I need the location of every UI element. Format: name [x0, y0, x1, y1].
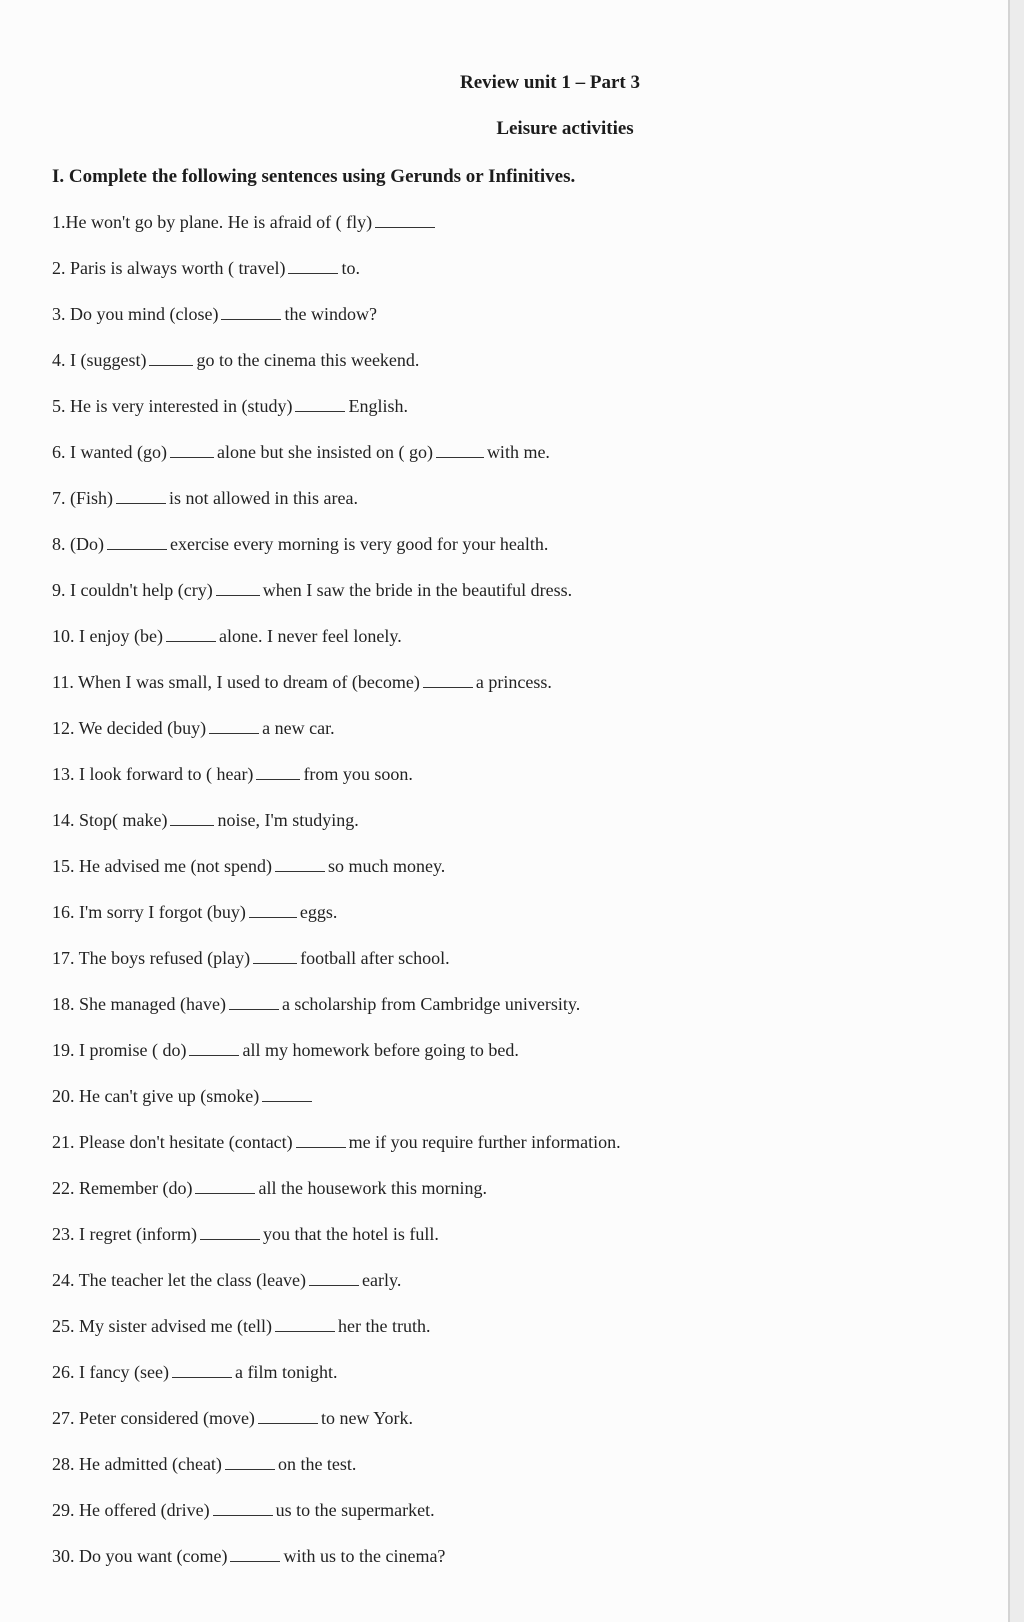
question-text-after: on the test.	[277, 1454, 357, 1474]
question-item	[52, 207, 621, 253]
answer-blank[interactable]	[166, 623, 216, 642]
question-text-after: the window?	[284, 304, 377, 324]
question-text-after: is not allowed in this area.	[169, 488, 358, 508]
answer-blank[interactable]	[225, 1451, 275, 1470]
question-item	[52, 851, 621, 897]
answer-blank[interactable]	[229, 991, 279, 1010]
question-text-after: us to the supermarket.	[275, 1500, 435, 1520]
question-text-after: a new car.	[262, 718, 335, 738]
answer-blank[interactable]	[189, 1037, 239, 1056]
question-text-after: all the housework this morning.	[258, 1178, 487, 1198]
question-item	[52, 253, 621, 299]
question-item	[52, 391, 621, 437]
question-text-after: you that the hotel is full.	[262, 1224, 439, 1244]
question-text: 21. Please don't hesitate (contact)	[52, 1132, 293, 1152]
worksheet-title: Review unit 1 – Part 3	[460, 72, 640, 93]
question-text-after: with me.	[486, 442, 550, 462]
answer-blank[interactable]	[230, 1543, 280, 1562]
answer-blank[interactable]	[275, 1313, 335, 1332]
answer-blank[interactable]	[275, 853, 325, 872]
question-text: 22. Remember (do)	[52, 1178, 193, 1198]
question-text: 9. I couldn't help (cry)	[52, 580, 213, 600]
question-text-after: to new York.	[320, 1408, 413, 1428]
answer-blank[interactable]	[200, 1221, 260, 1240]
question-item	[52, 1403, 621, 1449]
question-text: 19. I promise ( do)	[52, 1040, 187, 1060]
answer-blank[interactable]	[209, 715, 259, 734]
answer-blank[interactable]	[262, 1083, 312, 1102]
question-text: 26. I fancy (see)	[52, 1362, 169, 1382]
question-text: 6. I wanted (go)	[52, 442, 167, 462]
answer-blank[interactable]	[256, 761, 300, 780]
answer-blank[interactable]	[375, 209, 435, 228]
question-item	[52, 1541, 621, 1587]
answer-blank[interactable]	[149, 347, 193, 366]
question-text-after: with us to the cinema?	[283, 1546, 446, 1566]
question-item	[52, 713, 621, 759]
question-item	[52, 437, 621, 483]
question-item	[52, 805, 621, 851]
answer-blank[interactable]	[249, 899, 297, 918]
question-item	[52, 1035, 621, 1081]
question-text-after: a princess.	[475, 672, 552, 692]
question-text: 27. Peter considered (move)	[52, 1408, 255, 1428]
answer-blank[interactable]	[253, 945, 297, 964]
question-text-after: when I saw the bride in the beautiful dress.	[262, 580, 573, 600]
page-edge	[1010, 0, 1024, 1622]
answer-blank[interactable]	[170, 439, 214, 458]
answer-blank[interactable]	[195, 1175, 255, 1194]
exercise-instruction: I. Complete the following sentences using Gerunds or Infinitives.	[52, 166, 576, 187]
question-item	[52, 621, 621, 667]
answer-blank[interactable]	[423, 669, 473, 688]
question-text-after: English.	[348, 396, 408, 416]
question-text: 29. He offered (drive)	[52, 1500, 210, 1520]
question-text-after: eggs.	[299, 902, 338, 922]
question-text: 20. He can't give up (smoke)	[52, 1086, 260, 1106]
question-item	[52, 345, 621, 391]
question-text: 4. I (suggest)	[52, 350, 147, 370]
question-text: 16. I'm sorry I forgot (buy)	[52, 902, 246, 922]
question-text-after: from you soon.	[303, 764, 413, 784]
question-text: 23. I regret (inform)	[52, 1224, 197, 1244]
question-text: 18. She managed (have)	[52, 994, 226, 1014]
question-text-after: exercise every morning is very good for your health.	[170, 534, 549, 554]
question-text-after: football after school.	[300, 948, 450, 968]
question-text: 3. Do you mind (close)	[52, 304, 219, 324]
question-text: 24. The teacher let the class (leave)	[52, 1270, 307, 1290]
question-item	[52, 1311, 621, 1357]
question-text-after: so much money.	[327, 856, 446, 876]
question-list	[52, 207, 621, 1587]
question-text: 13. I look forward to ( hear)	[52, 764, 254, 784]
question-text: 12. We decided (buy)	[52, 718, 207, 738]
question-text: 14. Stop( make)	[52, 810, 168, 830]
question-text: 10. I enjoy (be)	[52, 626, 163, 646]
worksheet-subtitle: Leisure activities	[496, 118, 634, 139]
question-text-after: her the truth.	[337, 1316, 431, 1336]
answer-blank[interactable]	[295, 393, 345, 412]
answer-blank[interactable]	[288, 255, 338, 274]
answer-blank[interactable]	[258, 1405, 318, 1424]
question-text: 2. Paris is always worth ( travel)	[52, 258, 286, 278]
answer-blank[interactable]	[172, 1359, 232, 1378]
answer-blank[interactable]	[296, 1129, 346, 1148]
question-text-after: a scholarship from Cambridge university.	[281, 994, 581, 1014]
answer-blank[interactable]	[309, 1267, 359, 1286]
answer-blank[interactable]	[216, 577, 260, 596]
question-item	[52, 1495, 621, 1541]
question-item	[52, 1219, 621, 1265]
question-text: 15. He advised me (not spend)	[52, 856, 272, 876]
question-item	[52, 483, 621, 529]
question-text: 8. (Do)	[52, 534, 104, 554]
question-item	[52, 299, 621, 345]
question-text: 1.He won't go by plane. He is afraid of ( fly)	[52, 212, 373, 232]
question-item	[52, 759, 621, 805]
answer-blank[interactable]	[221, 301, 281, 320]
question-text-after: alone. I never feel lonely.	[218, 626, 402, 646]
question-item	[52, 1127, 621, 1173]
question-item	[52, 575, 621, 621]
question-text-after: a film tonight.	[234, 1362, 338, 1382]
answer-blank[interactable]	[436, 439, 484, 458]
question-item	[52, 943, 621, 989]
question-item	[52, 897, 621, 943]
answer-blank[interactable]	[116, 485, 166, 504]
question-item	[52, 1357, 621, 1403]
question-text: 7. (Fish)	[52, 488, 114, 508]
answer-blank[interactable]	[213, 1497, 273, 1516]
question-text-after: early.	[362, 1270, 402, 1290]
question-item	[52, 1081, 621, 1127]
question-text: 11. When I was small, I used to dream of (become)	[52, 672, 420, 692]
question-text-after: to.	[341, 258, 360, 278]
question-item	[52, 1449, 621, 1495]
question-text: 17. The boys refused (play)	[52, 948, 251, 968]
question-text-after: go to the cinema this weekend.	[196, 350, 420, 370]
question-text: 30. Do you want (come)	[52, 1546, 228, 1566]
question-item	[52, 667, 621, 713]
question-text-after: noise, I'm studying.	[217, 810, 359, 830]
answer-blank[interactable]	[107, 531, 167, 550]
question-item	[52, 1173, 621, 1219]
question-text-middle: alone but she insisted on ( go)	[216, 442, 433, 462]
question-item	[52, 1265, 621, 1311]
question-item	[52, 989, 621, 1035]
question-item	[52, 529, 621, 575]
question-text-after: me if you require further information.	[348, 1132, 621, 1152]
answer-blank[interactable]	[170, 807, 214, 826]
question-text: 25. My sister advised me (tell)	[52, 1316, 272, 1336]
question-text: 5. He is very interested in (study)	[52, 396, 293, 416]
question-text-after: all my homework before going to bed.	[242, 1040, 519, 1060]
question-text: 28. He admitted (cheat)	[52, 1454, 222, 1474]
